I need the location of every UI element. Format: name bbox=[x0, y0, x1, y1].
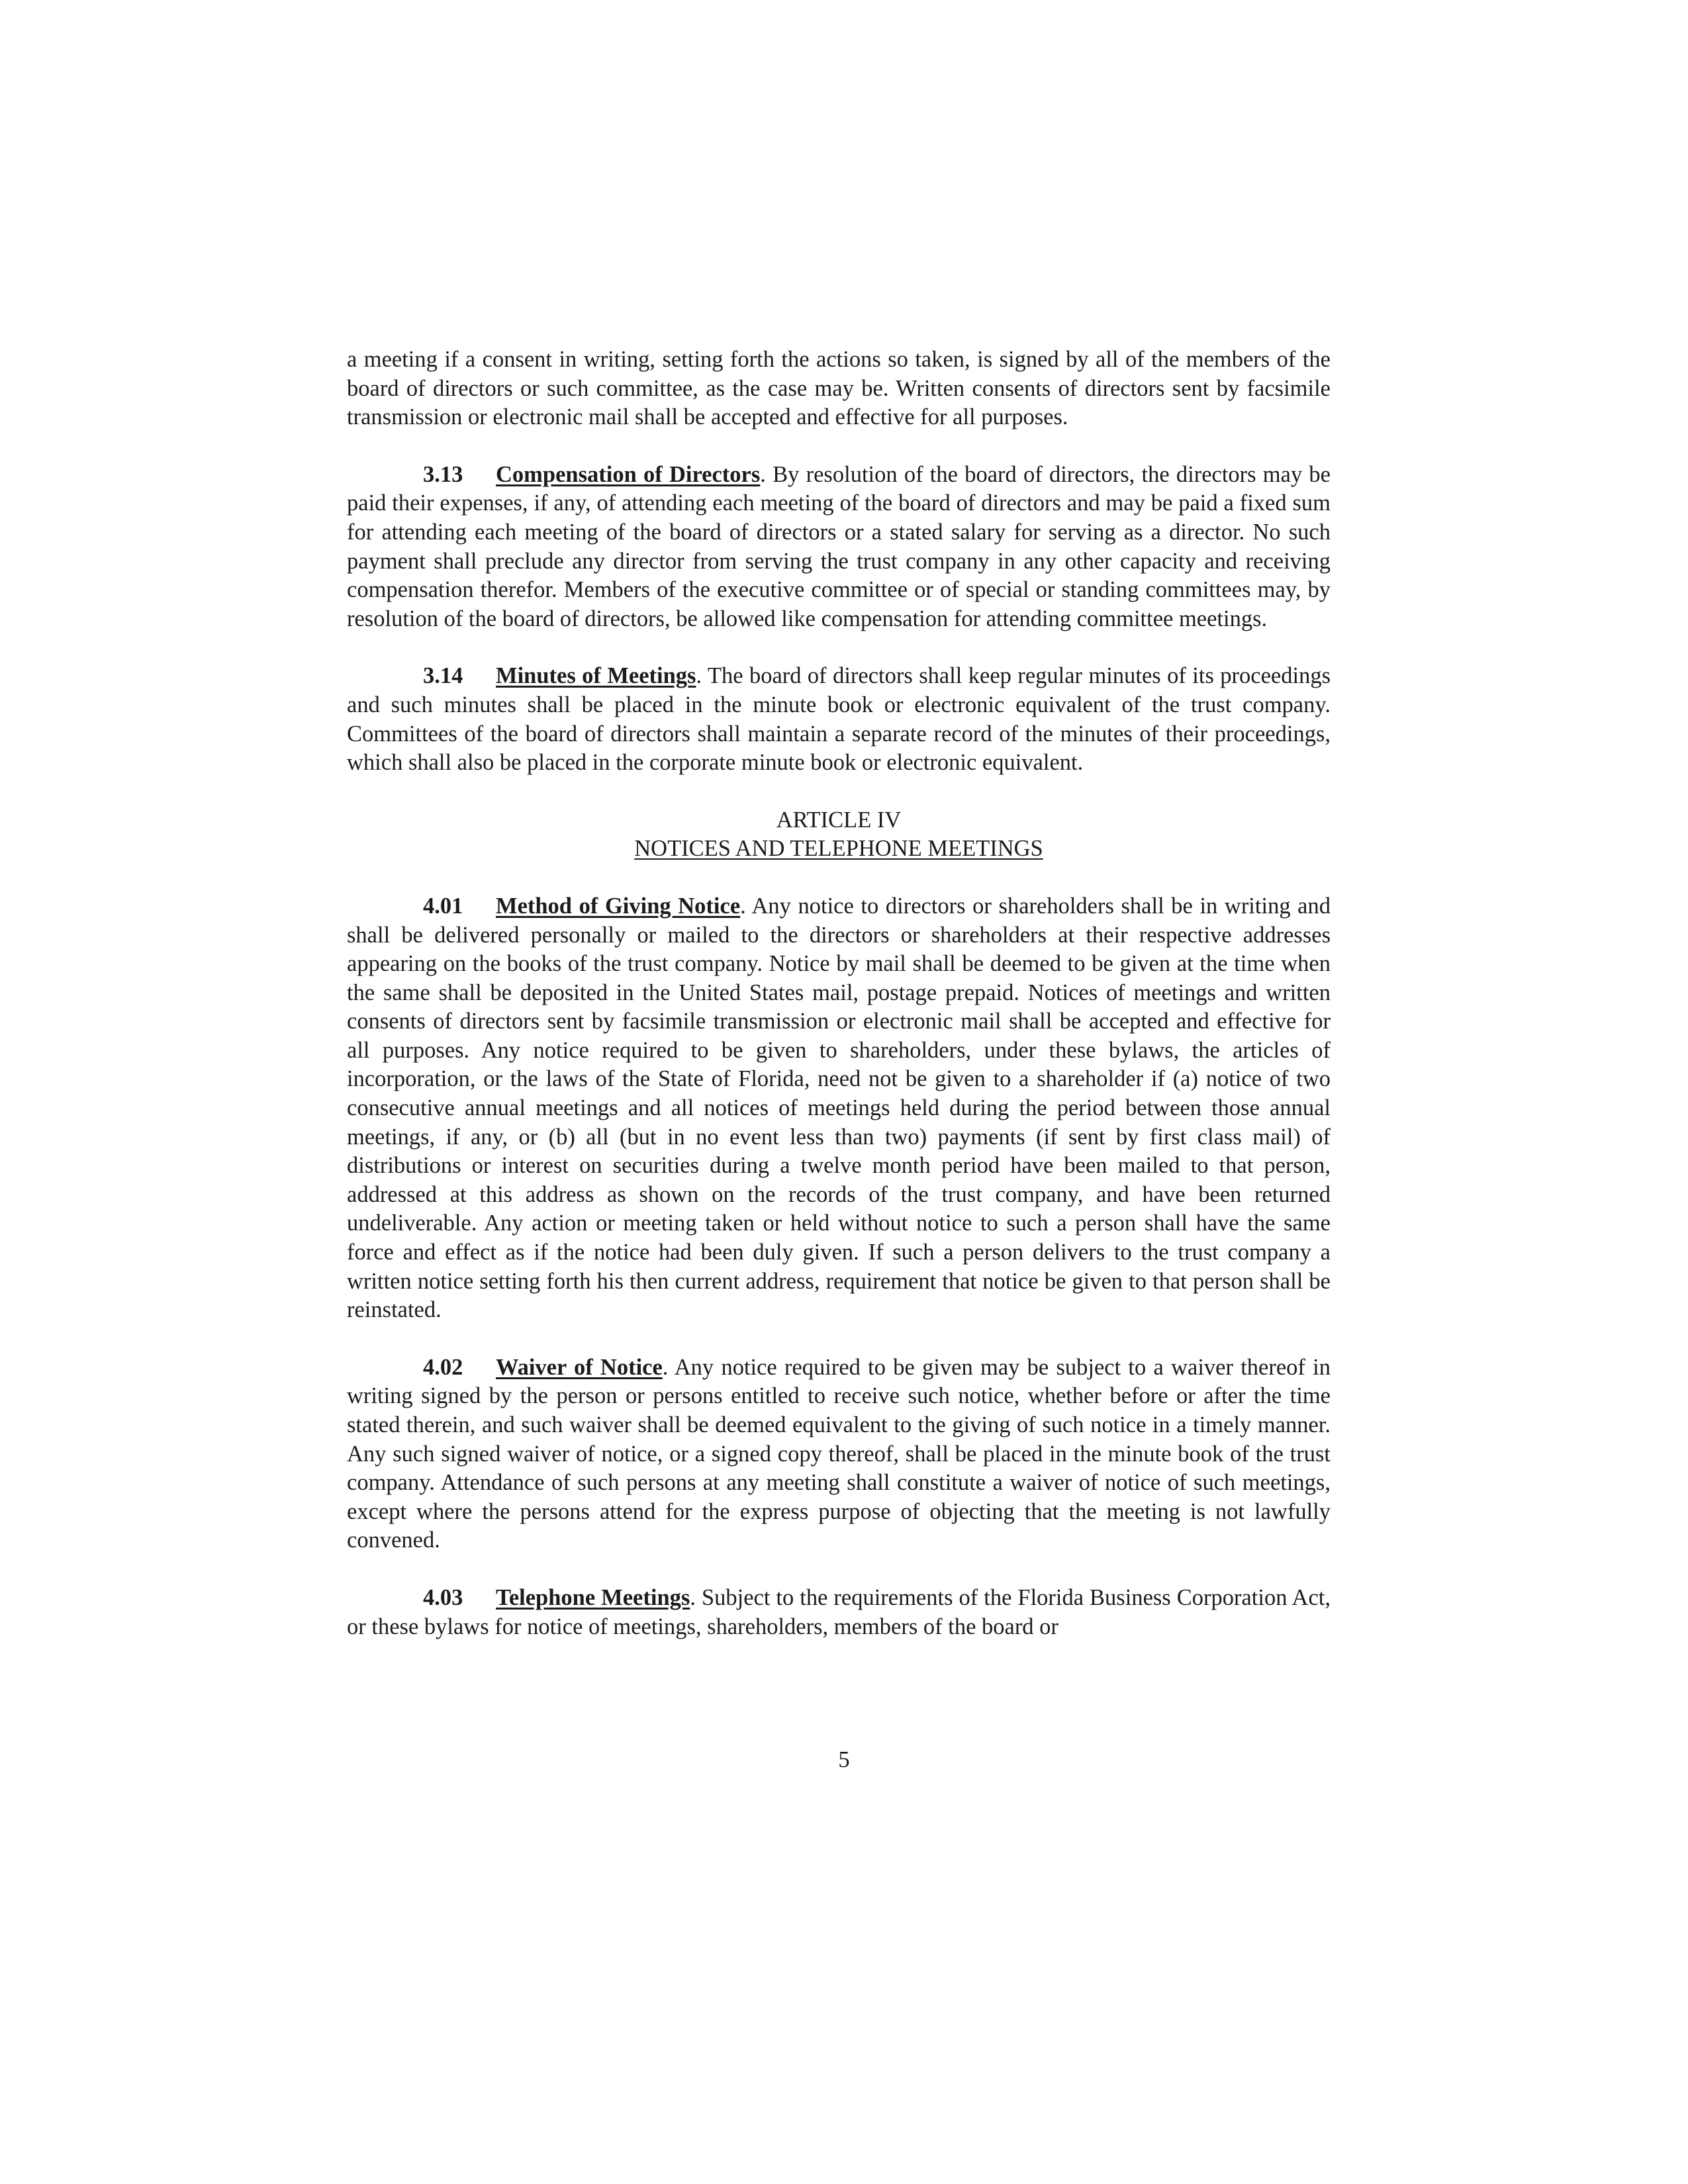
section-number: 4.02 bbox=[423, 1354, 463, 1380]
section-3-14 bbox=[347, 662, 1331, 777]
section-title: Telephone Meetings bbox=[496, 1584, 690, 1610]
section-text: . The board of directors shall keep regular minutes of its proceedings and such minutes shall be placed in the minute book or electronic equivalent of the trust company. Committees of the board of directors shall maintain a separate record of the minutes of their proceedings, which shall also be placed in the corporate minute book or electronic equivalent. bbox=[347, 663, 1331, 776]
section-4-01 bbox=[347, 892, 1331, 1325]
section-text: . Any notice to directors or shareholders shall be in writing and shall be delivered personally or mailed to the directors or shareholders at their respective addresses appearing on the books of the trust company. Notice by mail shall be deemed to be given at the time when the same shall be deposited in the United States mail, postage prepaid. Notices of meetings and written consents of directors sent by facsimile transmission or electronic mail shall be accepted and effective for all purposes. Any notice required to be given to shareholders, under these bylaws, the articles of incorporation, or the laws of the State of Florida, need not be given to a shareholder if (a) notice of two consecutive annual meetings and all notices of meetings held during the period between those annual meetings, if any, or (b) all (but in no event less than two) payments (if sent by first class mail) of distributions or interest on securities during a twelve month period have been mailed to that person, addressed at this address as shown on the records of the trust company, and have been returned undeliverable. Any action or meeting taken or held without notice to such a person shall have the same force and effect as if the notice had been duly given. If such a person delivers to the trust company a written notice setting forth his then current address, requirement that notice be given to that person shall be reinstated. bbox=[347, 893, 1331, 1323]
section-number: 3.14 bbox=[423, 663, 463, 689]
section-number: 3.13 bbox=[423, 461, 463, 487]
section-number: 4.03 bbox=[423, 1584, 463, 1610]
page-body bbox=[347, 345, 1331, 1670]
continuation-paragraph: a meeting if a consent in writing, setting forth the actions so taken, is signed by all of the members of the board of directors or such committee, as the case may be. Written consents of directors sent by facsimile transmission or electronic mail shall be accepted and effective for all purposes. bbox=[347, 347, 1331, 430]
section-text: . Subject to the requirements of the Florida Business Corporation Act, or these bylaws for notice of meetings, shareholders, members of the board or bbox=[347, 1584, 1331, 1639]
section-3-13 bbox=[347, 461, 1331, 634]
section-title: Method of Giving Notice bbox=[496, 893, 741, 919]
page-number: 5 bbox=[838, 1747, 850, 1772]
section-title: Waiver of Notice bbox=[496, 1354, 663, 1380]
section-title: Compensation of Directors bbox=[496, 461, 761, 487]
section-4-03 bbox=[347, 1584, 1331, 1641]
article-heading: ARTICLE IV bbox=[776, 807, 902, 833]
article-heading-block bbox=[347, 806, 1331, 864]
article-subtitle: NOTICES AND TELEPHONE MEETINGS bbox=[634, 836, 1043, 862]
section-4-02 bbox=[347, 1353, 1331, 1555]
section-title: Minutes of Meetings bbox=[496, 663, 696, 689]
section-text: . Any notice required to be given may be subject to a waiver thereof in writing signed by the person or persons entitled to receive such notice, whether before or after the time stated therein, and such waiver shall be deemed equivalent to the giving of such notice in a timely manner. Any such signed waiver of notice, or a signed copy thereof, shall be placed in the minute book of the trust company. Attendance of such persons at any meeting shall constitute a waiver of notice of such meetings, except where the persons attend for the express purpose of objecting that the meeting is not lawfully convened. bbox=[347, 1354, 1331, 1553]
section-number: 4.01 bbox=[423, 893, 463, 919]
section-text: . By resolution of the board of directors, the directors may be paid their expenses, if any, of attending each meeting of the board of directors and may be paid a fixed sum for attending each meeting of the board of directors or a stated salary for serving as a director. No such payment shall preclude any director from serving the trust company in any other capacity and receiving compensation therefor. Members of the executive committee or of special or standing committees may, by resolution of the board of directors, be allowed like compensation for attending committee meetings. bbox=[347, 461, 1331, 631]
